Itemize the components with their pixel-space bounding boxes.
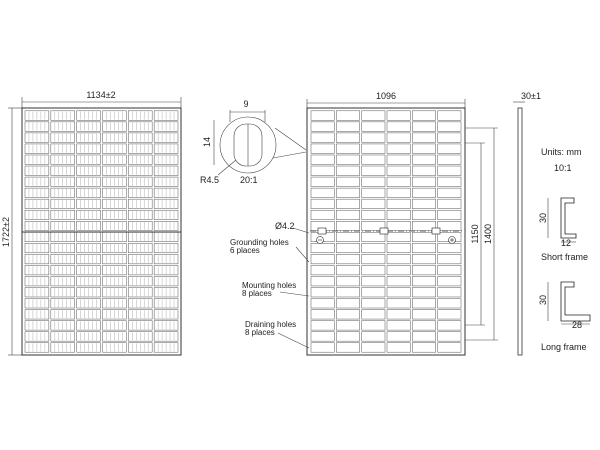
rear-cell: [362, 210, 385, 219]
rear-cell: [311, 111, 334, 120]
rear-cell: [438, 265, 461, 274]
rear-cell: [387, 199, 410, 208]
rear-cell: [362, 122, 385, 131]
detail-width-dim: 9: [243, 99, 249, 109]
rear-cell: [336, 310, 359, 319]
pitch-1400-dim: 1400: [483, 223, 493, 245]
rear-cell: [438, 299, 461, 308]
front-view: [1, 90, 181, 355]
rear-cell: [311, 144, 334, 153]
rear-cell: [387, 276, 410, 285]
grounding-holes-label: Grounding holes: [230, 238, 289, 247]
pitch-1150-dim: 1150: [470, 224, 480, 244]
rear-cell: [438, 188, 461, 197]
mounting-holes-label: Mounting holes: [242, 281, 297, 290]
units-label: Units: mm: [541, 147, 582, 157]
hole-detail: [200, 99, 306, 185]
rear-cell: [311, 310, 334, 319]
rear-cell: [362, 111, 385, 120]
rear-cell: [362, 288, 385, 297]
rear-cell: [336, 210, 359, 219]
rear-cell: [362, 299, 385, 308]
rear-cell: [336, 276, 359, 285]
rear-cell: [336, 254, 359, 263]
rear-cell: [336, 133, 359, 142]
rear-cell: [362, 254, 385, 263]
mounting-holes-count: 8 places: [242, 289, 272, 298]
hole-diameter-dim: Ø4.2: [275, 221, 295, 231]
rear-cell: [311, 133, 334, 142]
rear-cell: [412, 288, 435, 297]
rear-cell: [362, 155, 385, 164]
side-view: [513, 91, 541, 355]
rear-cell: [387, 122, 410, 131]
rear-cell: [387, 232, 410, 241]
rear-cell: [336, 122, 359, 131]
rear-cell: [387, 299, 410, 308]
rear-cell: [336, 288, 359, 297]
rear-view: [230, 91, 498, 355]
rear-cell: [412, 155, 435, 164]
rear-cell: [336, 321, 359, 330]
rear-cell: [311, 155, 334, 164]
rear-cell: [362, 144, 385, 153]
rear-cell: [438, 221, 461, 230]
rear-cell: [311, 177, 334, 186]
rear-cell: [387, 332, 410, 341]
rear-width-dim: 1096: [375, 91, 397, 101]
rear-cell: [387, 177, 410, 186]
front-height-dim: 1722±2: [1, 217, 11, 247]
rear-cell: [438, 243, 461, 252]
rear-cell: [412, 276, 435, 285]
thickness-dim: 30±1: [521, 91, 541, 101]
rear-cell: [438, 111, 461, 120]
rear-cell: [412, 321, 435, 330]
rear-cell: [438, 177, 461, 186]
long-frame-height: 30: [538, 294, 548, 306]
rear-cell: [311, 243, 334, 252]
rear-cell: [362, 177, 385, 186]
rear-cell: [387, 166, 410, 175]
detail-height-dim: 14: [202, 136, 212, 148]
junction-box-center: [380, 228, 388, 234]
rear-cell: [362, 166, 385, 175]
rear-cell: [311, 288, 334, 297]
rear-cell: [362, 243, 385, 252]
rear-cell: [387, 111, 410, 120]
rear-cell: [438, 276, 461, 285]
side-profile: [518, 108, 522, 355]
rear-cell: [336, 243, 359, 252]
rear-cell: [362, 332, 385, 341]
rear-cell: [387, 288, 410, 297]
rear-cell: [412, 310, 435, 319]
rear-cell: [412, 332, 435, 341]
draining-holes-count: 8 places: [245, 328, 275, 337]
rear-cell: [336, 221, 359, 230]
grounding-holes-count: 6 places: [230, 246, 260, 255]
rear-cell: [362, 199, 385, 208]
rear-cell: [387, 155, 410, 164]
rear-cell: [336, 199, 359, 208]
long-frame-name: Long frame: [541, 342, 587, 352]
rear-cell: [438, 144, 461, 153]
rear-cell: [362, 321, 385, 330]
rear-cell: [387, 265, 410, 274]
rear-cell: [336, 166, 359, 175]
short-frame-name: Short frame: [541, 252, 589, 262]
junction-box-left: [318, 228, 326, 234]
rear-cell: [412, 122, 435, 131]
rear-cell: [412, 254, 435, 263]
rear-cell: [336, 111, 359, 120]
rear-cell: [438, 343, 461, 352]
rear-cell: [438, 166, 461, 175]
front-width-dim: 1134±2: [86, 90, 116, 100]
frames-scale: 10:1: [554, 163, 572, 173]
rear-cell: [362, 343, 385, 352]
detail-radius: R4.5: [200, 175, 220, 185]
rear-cell: [311, 332, 334, 341]
rear-cell: [311, 122, 334, 131]
rear-cell: [311, 188, 334, 197]
rear-cell: [438, 155, 461, 164]
short-frame-profile: [561, 198, 576, 238]
junction-box-right: [432, 228, 440, 234]
short-frame-height: 30: [538, 212, 548, 224]
long-frame-profile: [561, 282, 590, 321]
rear-cell: [362, 188, 385, 197]
rear-cell: [336, 299, 359, 308]
rear-cell: [438, 332, 461, 341]
rear-cell: [438, 254, 461, 263]
rear-cell: [311, 254, 334, 263]
rear-cell: [336, 144, 359, 153]
rear-cell: [412, 166, 435, 175]
rear-cell: [412, 111, 435, 120]
long-frame-width: 28: [572, 320, 583, 330]
rear-cell: [336, 188, 359, 197]
rear-cell: [362, 310, 385, 319]
rear-cell: [387, 144, 410, 153]
rear-cell: [438, 321, 461, 330]
rear-cell: [387, 321, 410, 330]
rear-cell: [311, 265, 334, 274]
rear-cell: [387, 243, 410, 252]
rear-cell: [387, 133, 410, 142]
rear-cell: [412, 243, 435, 252]
draining-holes-label: Draining holes: [245, 320, 297, 329]
short-frame-width: 12: [561, 238, 572, 248]
rear-cell: [336, 177, 359, 186]
rear-cell: [412, 265, 435, 274]
rear-cell: [438, 310, 461, 319]
rear-cell: [438, 199, 461, 208]
rear-cell: [311, 343, 334, 352]
rear-cell: [336, 232, 359, 241]
rear-cell: [412, 210, 435, 219]
rear-cell: [412, 144, 435, 153]
rear-cell: [362, 276, 385, 285]
rear-cell: [387, 343, 410, 352]
rear-cell: [336, 155, 359, 164]
rear-cell: [412, 177, 435, 186]
rear-cell: [362, 133, 385, 142]
rear-cell: [438, 288, 461, 297]
rear-cell: [412, 299, 435, 308]
rear-cell: [336, 343, 359, 352]
detail-scale: 20:1: [240, 175, 258, 185]
rear-cell: [311, 276, 334, 285]
rear-cell: [387, 310, 410, 319]
rear-cell: [311, 166, 334, 175]
rear-cell: [311, 210, 334, 219]
rear-cell: [387, 210, 410, 219]
rear-cell: [362, 265, 385, 274]
rear-cell: [438, 133, 461, 142]
rear-cell: [438, 210, 461, 219]
rear-cell: [412, 199, 435, 208]
rear-cell: [412, 343, 435, 352]
rear-cell: [311, 321, 334, 330]
rear-cell: [387, 254, 410, 263]
rear-cell: [412, 188, 435, 197]
rear-cell: [438, 122, 461, 131]
rear-cell: [311, 299, 334, 308]
rear-cell: [412, 133, 435, 142]
rear-cell: [336, 265, 359, 274]
rear-cell: [387, 188, 410, 197]
rear-cell: [311, 199, 334, 208]
frame-sections: [538, 147, 590, 352]
rear-cell: [387, 221, 410, 230]
rear-cell: [336, 332, 359, 341]
